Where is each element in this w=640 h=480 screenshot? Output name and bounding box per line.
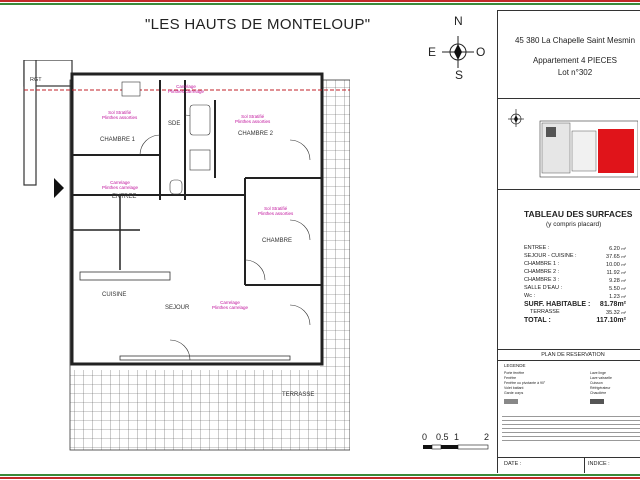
fine-print [502,413,640,444]
divider-3 [498,349,640,350]
room-entree: ENTREE [112,194,137,200]
indice-label: INDICE : [588,461,610,467]
room-chambre2: CHAMBRE 2 [238,131,274,137]
note-carrelage-sejour: Carrelage Plinthes carrelage [212,300,249,310]
legend-item: Cuisson [590,381,603,385]
legend-item: Chaudière [590,391,607,395]
divider-5 [498,457,640,458]
legend-item: Volet battant [504,386,524,390]
room-terrasse: TERRASSE [282,392,315,398]
scale-label-05: 0.5 [436,432,449,442]
surface-row: SALLE D'EAU : 5.50 m² [524,285,626,292]
room-chambre3: CHAMBRE [262,238,293,244]
reservation-title: PLAN DE RESERVATION [541,352,605,358]
info-panel [497,10,640,473]
legend-title: LEGENDE [504,363,526,368]
divider-2 [498,189,640,190]
note-sol-chambre3: Sol Stratifié Plinthes assorties [258,206,294,216]
scale-bar [422,432,494,462]
room-sde: SDE [168,121,181,127]
legend-swatch-hatch [504,399,518,404]
legend-col2 [590,371,612,396]
legend-item: Fenêtre ou pivotante à 90° [504,381,546,385]
surface-row: Wc : 1.23 m² [524,293,626,300]
surfaces-title: TABLEAU DES SURFACES [524,209,633,219]
compass-west: O [476,45,486,59]
legend-item: Porte fenêtre [504,371,525,375]
legend-swatch-dark [590,399,604,404]
bottom-red-stripe [0,477,640,479]
divider-1 [498,98,640,99]
legend-item: Lave linge [590,371,606,375]
scale-label-1: 1 [454,432,460,442]
compass-south: S [455,68,464,82]
apartment-type: Appartement 4 PIECES [532,56,618,65]
address: 45 380 La Chapelle Saint Mesmin [514,36,636,45]
note-sol-chambre1: Sol Stratifié Plinthes assorties [102,110,138,120]
surface-row: ENTREE : 6.20 m² [524,245,626,252]
top-red-stripe [0,0,640,2]
scale-label-0: 0 [422,432,428,442]
divider-6 [584,457,585,473]
room-chambre1: CHAMBRE 1 [100,137,136,143]
legend-item: Fenêtre [504,376,517,380]
document-title: "LES HAUTS DE MONTELOUP" [145,16,371,33]
legend-item: Réfrigérateur [590,386,611,390]
scale-graphic [422,444,492,452]
room-cuisine: CUISINE [102,292,127,298]
mini-compass-icon [506,105,526,129]
legend-col1 [504,371,545,396]
note-carrelage-sde: Carrelage Plinthes carrelage [168,84,205,94]
surface-terrasse: TERRASSE 35.32 m² [530,309,626,316]
legend-item: Garde corps [504,391,524,395]
top-green-stripe [0,3,640,5]
legend-item: Lave vaisselle [590,376,612,380]
surface-habitable: SURF. HABITABLE : 81.78m² [524,301,626,308]
compass-east: E [428,45,437,59]
note-carrelage-entree: Carrelage Plinthes carrelage [102,180,139,190]
floor-plan-drawing [20,60,350,460]
floor-plan [20,60,350,460]
rgt-label: RGT [30,77,42,83]
date-label: DATE : [504,461,522,467]
compass-rose [428,14,488,80]
scale-label-2: 2 [484,432,490,442]
surface-row: SEJOUR - CUISINE : 37.65 m² [524,253,626,260]
surface-row: CHAMBRE 3 : 9.28 m² [524,277,626,284]
compass-north: N [454,14,463,28]
bottom-green-stripe [0,474,640,476]
note-sol-chambre2: Sol Stratifié Plinthes assorties [235,114,271,124]
surface-total: TOTAL : 117.10m² [524,317,626,324]
surface-row: CHAMBRE 2 : 11.92 m² [524,269,626,276]
surfaces-table [524,245,626,325]
key-plan-thumbnail [538,115,638,181]
surfaces-subtitle: (y compris placard) [546,221,602,228]
room-sejour: SEJOUR [165,305,190,311]
lot-number: Lot n°302 [557,68,593,77]
surface-row: CHAMBRE 1 : 10.00 m² [524,261,626,268]
divider-4 [498,360,640,361]
